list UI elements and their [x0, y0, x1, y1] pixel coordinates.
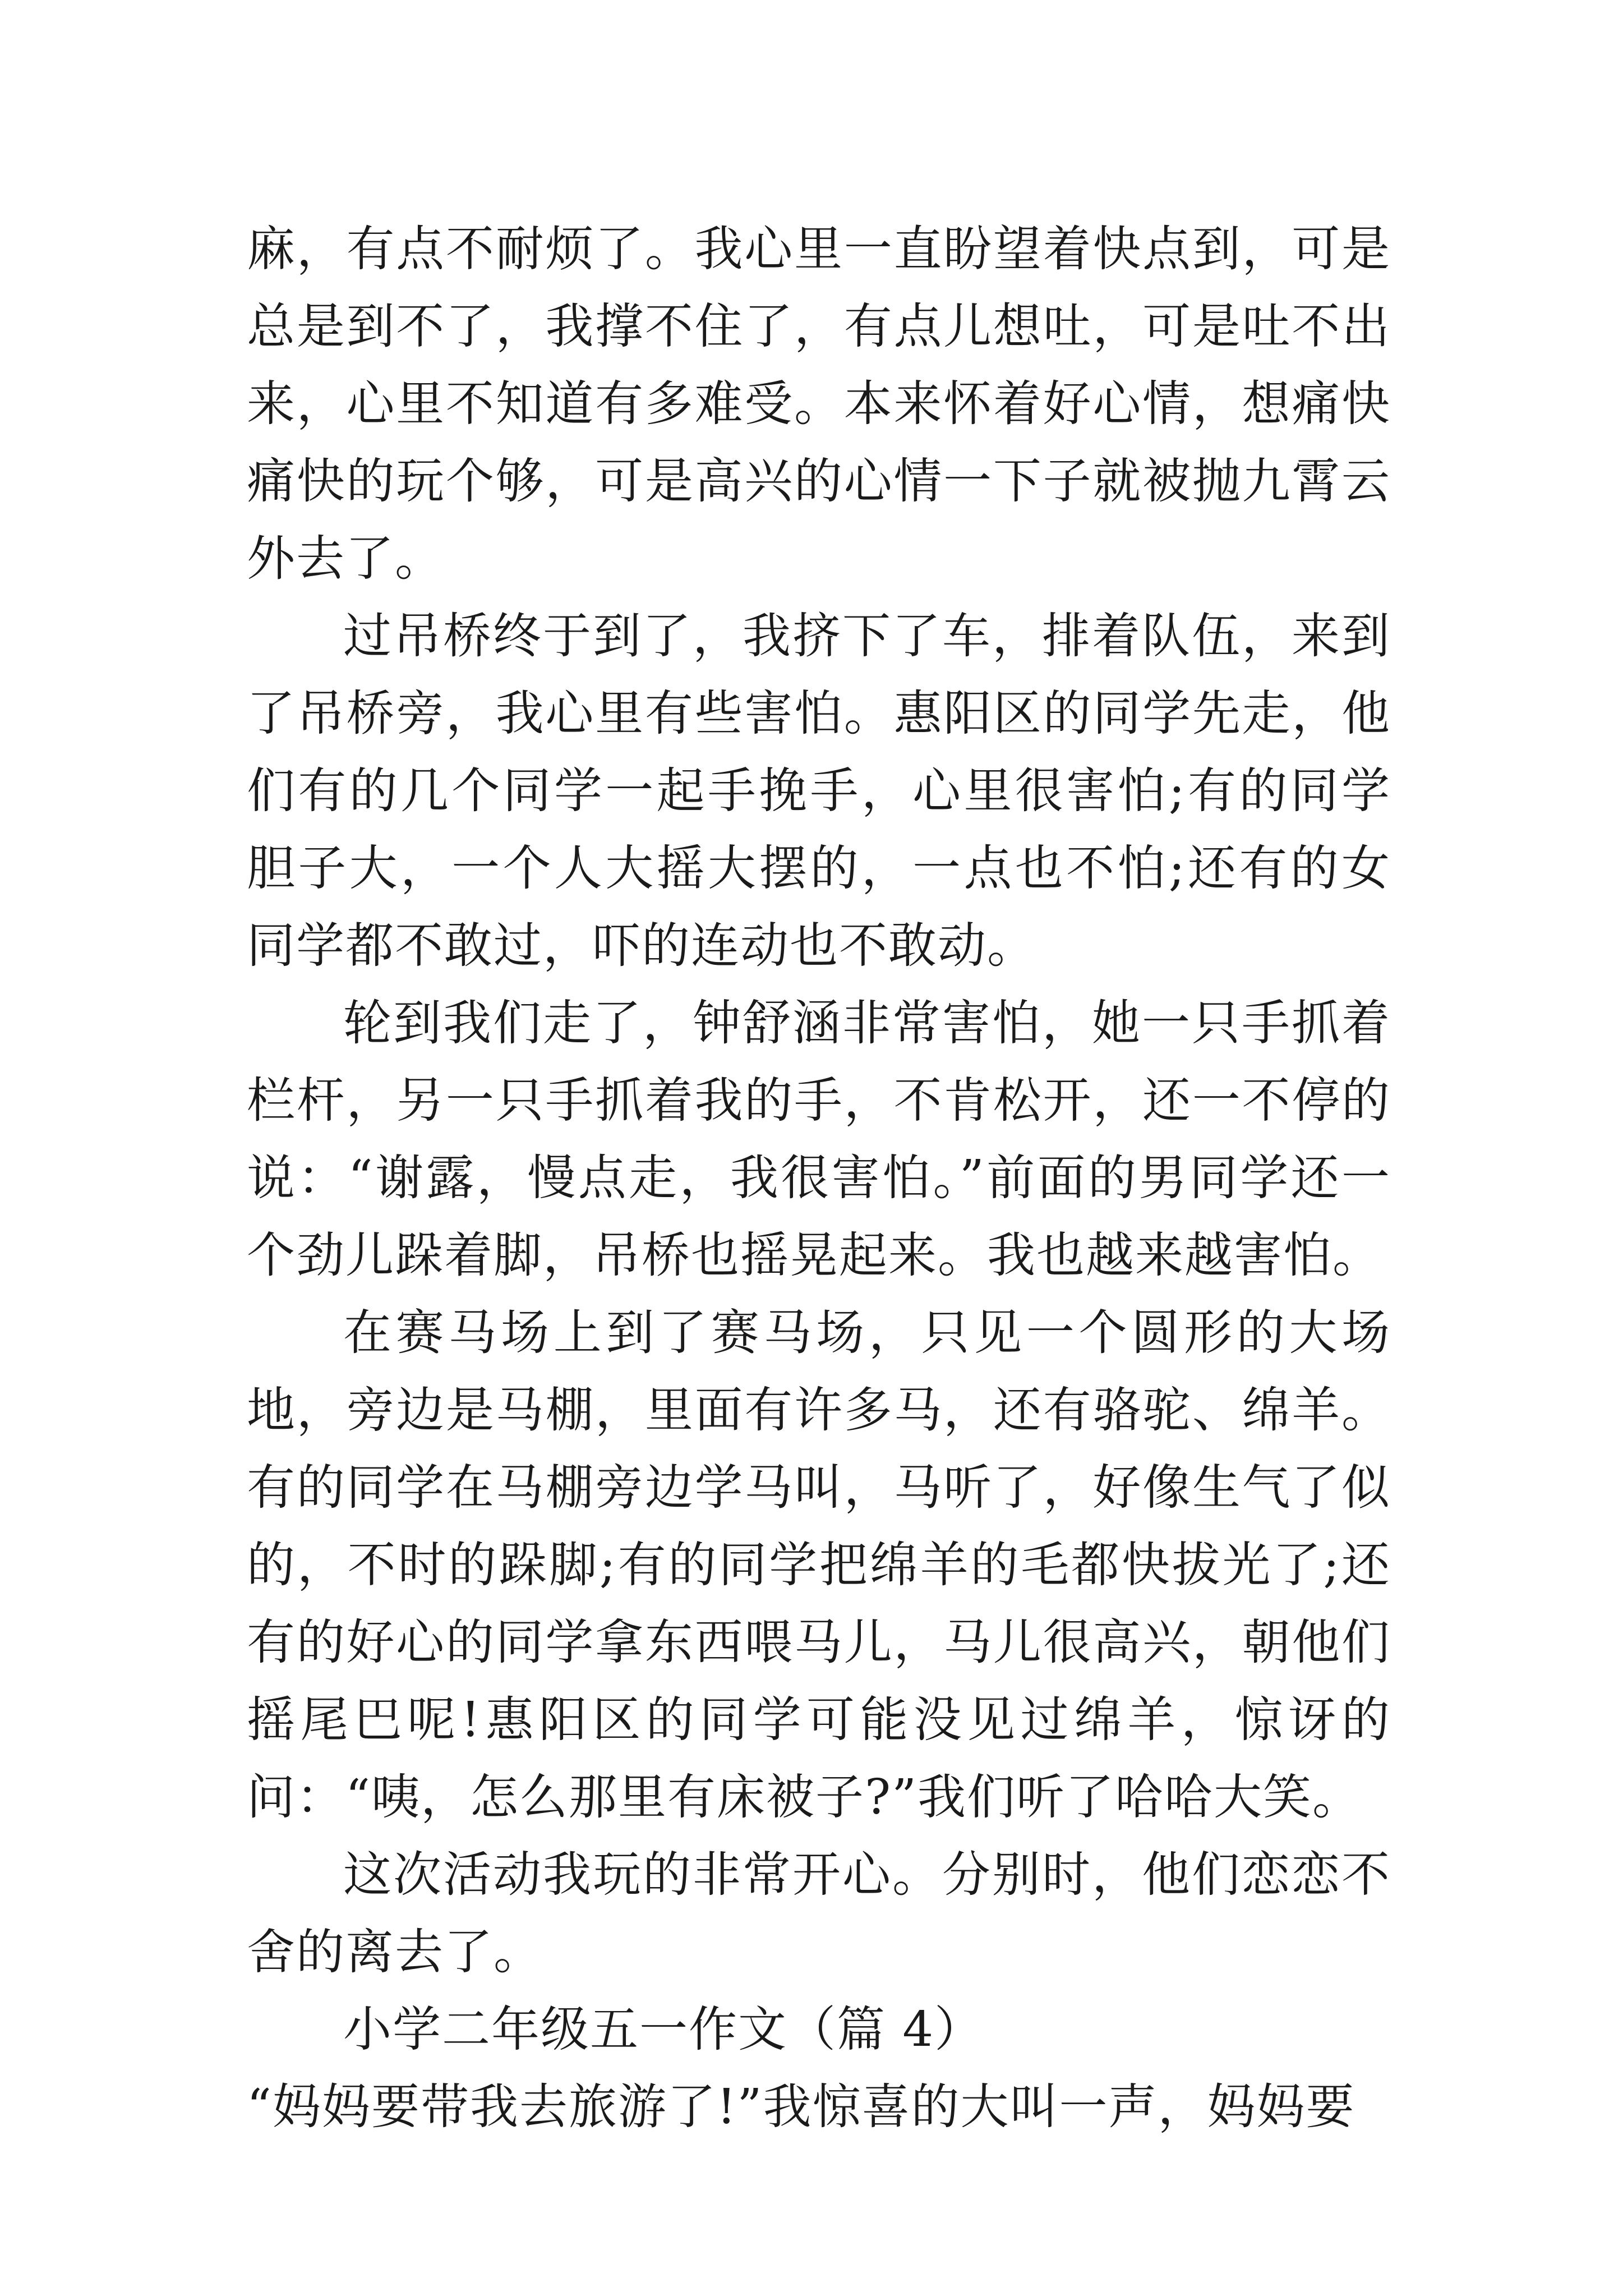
paragraph-racecourse: 在赛马场上到了赛马场，只见一个圆形的大场地，旁边是马棚，里面有许多马，还有骆驼、绵羊。有的同学在马棚旁边学马叫，马听了，好像生气了似的，不时的跺脚;有的同学把绵羊的毛都快拔光了;还有的好心的同学拿东西喂马儿，马儿很高兴，朝他们摇尾巴呢!惠阳区的同学可能没见过绵羊，惊讶的问：“咦，怎么那里有床被子?”我们听了哈哈大笑。	[247, 1305, 1391, 1825]
paragraph-suspension-bridge: 过吊桥终于到了，我挤下了车，排着队伍，来到了吊桥旁，我心里有些害怕。惠阳区的同学先走，他们有的几个同学一起手挽手，心里很害怕;有的同学胆子大，一个人大摇大摆的，一点也不怕;还有的女同学都不敢过，吓的连动也不敢动。	[247, 608, 1391, 974]
paragraph-essay-4-start: “妈妈要带我去旅游了!”我惊喜的大叫一声，妈妈要	[247, 2079, 1355, 2135]
document-body	[247, 210, 1391, 2146]
paragraph-conclusion: 这次活动我玩的非常开心。分别时，他们恋恋不舍的离去了。	[247, 1847, 1391, 1980]
paragraph-our-turn: 轮到我们走了，钟舒涵非常害怕，她一只手抓着栏杆，另一只手抓着我的手，不肯松开，还一不停的说：“谢露，慢点走，我很害怕。”前面的男同学还一个劲儿跺着脚，吊桥也摇晃起来。我也越来越害怕。	[247, 995, 1391, 1283]
section-heading: 小学二年级五一作文（篇 4）	[343, 2001, 984, 2058]
paragraph-continuation: 麻，有点不耐烦了。我心里一直盼望着快点到，可是总是到不了，我撑不住了，有点儿想吐，可是吐不出来，心里不知道有多难受。本来怀着好心情，想痛快痛快的玩个够，可是高兴的心情一下子就被抛九霄云外去了。	[247, 221, 1391, 587]
